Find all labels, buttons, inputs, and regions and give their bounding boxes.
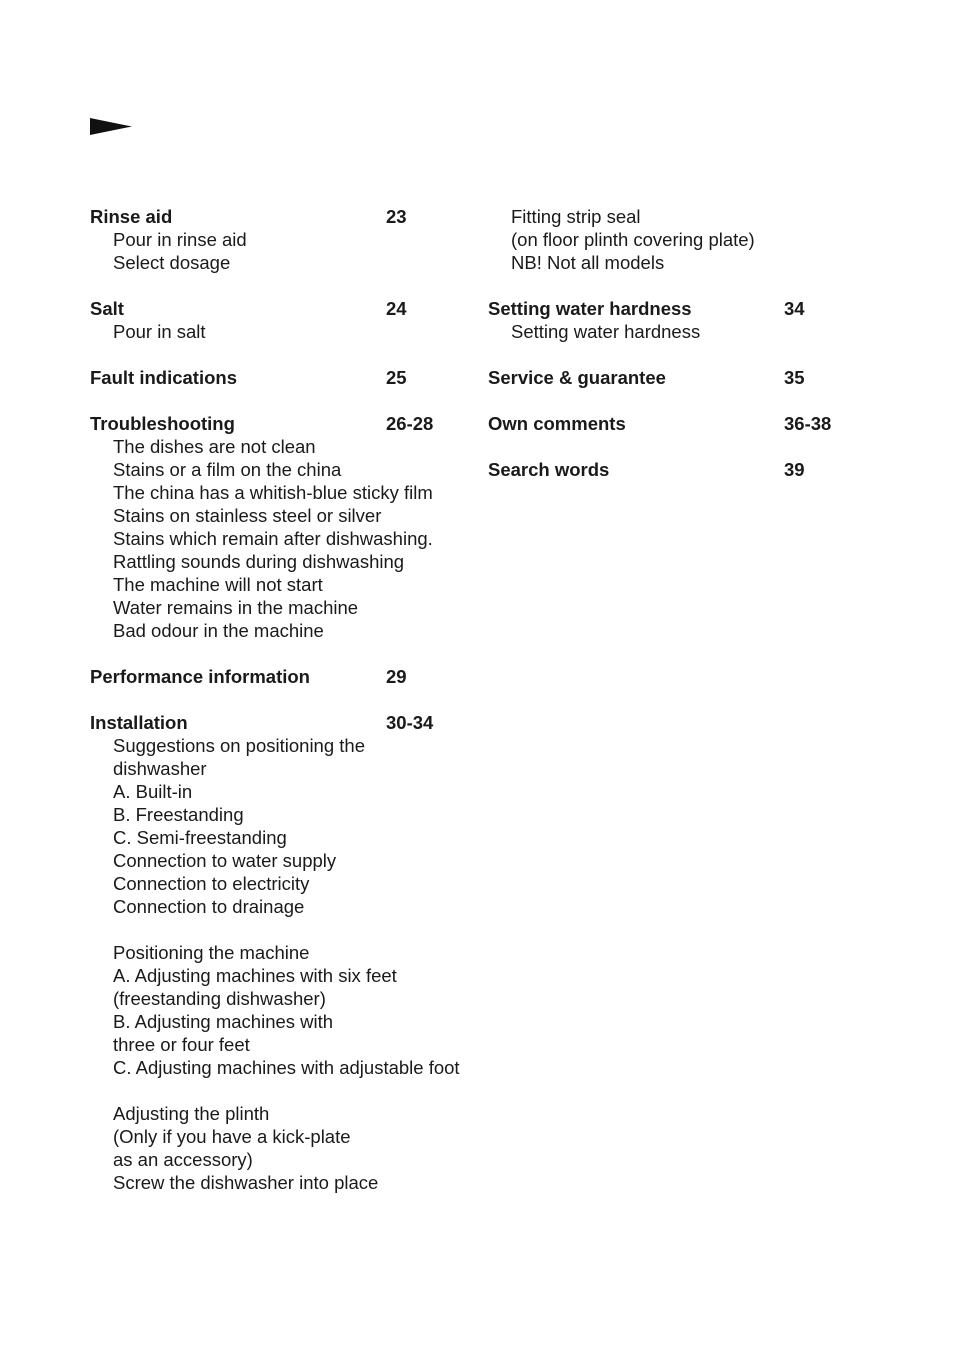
toc-entry-title: Search words xyxy=(488,459,610,480)
toc-subitem: (freestanding dishwasher) xyxy=(113,988,326,1009)
toc-subitem: The machine will not start xyxy=(113,574,323,595)
toc-section-performance-information xyxy=(90,665,480,688)
toc-subitem: Stains which remain after dishwashing. xyxy=(113,528,433,549)
toc-section-installation xyxy=(90,711,480,1194)
toc-subitem: Connection to electricity xyxy=(113,873,310,894)
toc-subitem: Fitting strip seal xyxy=(511,206,641,227)
toc-subitem: Connection to drainage xyxy=(113,896,305,917)
toc-subitem: Stains or a film on the china xyxy=(113,459,342,480)
toc-subitem: Bad odour in the machine xyxy=(113,620,324,641)
toc-entry-page: 39 xyxy=(784,459,805,480)
toc-subitem: Screw the dishwasher into place xyxy=(113,1172,379,1193)
toc-subitem: Pour in rinse aid xyxy=(113,229,247,250)
toc-entry xyxy=(90,665,480,688)
toc-entry-title: Installation xyxy=(90,712,188,733)
toc-section-salt xyxy=(90,297,480,343)
toc-section-rinse-aid xyxy=(90,205,480,274)
toc-section-setting-water-hardness xyxy=(488,297,848,343)
toc-subitem: B. Adjusting machines with xyxy=(113,1011,334,1032)
toc-entry-page: 26-28 xyxy=(386,413,434,434)
toc-entry xyxy=(90,412,480,435)
toc-subitem: B. Freestanding xyxy=(113,804,244,825)
toc-subitem: Adjusting the plinth xyxy=(113,1103,270,1124)
toc-entry-page: 23 xyxy=(386,206,407,227)
toc-subitem: (on floor plinth covering plate) xyxy=(511,229,755,250)
toc-entry-page: 25 xyxy=(386,367,407,388)
toc-spacer xyxy=(90,918,480,941)
toc-entry-title: Troubleshooting xyxy=(90,413,235,434)
toc-subitem: Stains on stainless steel or silver xyxy=(113,505,382,526)
toc-subitem: Water remains in the machine xyxy=(113,597,359,618)
toc-subitem: A. Adjusting machines with six feet xyxy=(113,965,397,986)
toc-section-search-words xyxy=(488,458,848,481)
toc-subitem: Connection to water supply xyxy=(113,850,337,871)
toc-subitem: Positioning the machine xyxy=(113,942,310,963)
toc-subitem: The china has a whitish-blue sticky film xyxy=(113,482,433,503)
toc-subitem: Rattling sounds during dishwashing xyxy=(113,551,405,572)
toc-entry xyxy=(488,297,848,320)
toc-subitem: The dishes are not clean xyxy=(113,436,316,457)
toc-entry-title: Setting water hardness xyxy=(488,298,692,319)
toc-entry xyxy=(90,205,480,228)
toc-column-left xyxy=(90,205,480,1217)
toc-entry-title: Fault indications xyxy=(90,367,237,388)
toc-entry-title: Own comments xyxy=(488,413,626,434)
toc-entry xyxy=(488,458,848,481)
toc-entry-title: Rinse aid xyxy=(90,206,173,227)
toc-entry-page: 29 xyxy=(386,666,407,687)
toc-entry-title: Performance information xyxy=(90,666,310,687)
toc-section-troubleshooting xyxy=(90,412,480,642)
toc-entry-page: 24 xyxy=(386,298,407,319)
toc-subitem: A. Built-in xyxy=(113,781,193,802)
toc-entry-title: Salt xyxy=(90,298,124,319)
toc-entry-title: Service & guarantee xyxy=(488,367,666,388)
toc-entry-page: 36-38 xyxy=(784,413,832,434)
toc-entry-page: 34 xyxy=(784,298,805,319)
toc-subitem: C. Adjusting machines with adjustable foot xyxy=(113,1057,460,1078)
toc-subitem: Setting water hardness xyxy=(511,321,701,342)
toc-subitem: Suggestions on positioning the xyxy=(113,735,365,756)
toc-entry xyxy=(90,297,480,320)
toc-entry xyxy=(90,711,480,734)
toc-entry xyxy=(90,366,480,389)
toc-entry xyxy=(488,366,848,389)
toc-entry-page: 35 xyxy=(784,367,805,388)
toc-subitem: (Only if you have a kick-plate xyxy=(113,1126,351,1147)
toc-subitem: Pour in salt xyxy=(113,321,206,342)
toc-subitem: Select dosage xyxy=(113,252,231,273)
toc-subitem: three or four feet xyxy=(113,1034,250,1055)
toc-subitem: NB! Not all models xyxy=(511,252,665,273)
toc-entry xyxy=(488,412,848,435)
toc-subitem: dishwasher xyxy=(113,758,207,779)
toc-subitem: as an accessory) xyxy=(113,1149,253,1170)
toc-section-own-comments xyxy=(488,412,848,435)
pointer-arrow-icon xyxy=(90,118,132,135)
toc-entry-page: 30-34 xyxy=(386,712,434,733)
toc-section-continued xyxy=(488,205,848,274)
toc-spacer xyxy=(90,1079,480,1102)
toc-section-fault-indications xyxy=(90,366,480,389)
toc-section-service-guarantee xyxy=(488,366,848,389)
toc-column-right xyxy=(488,205,848,504)
toc-subitem: C. Semi-freestanding xyxy=(113,827,287,848)
